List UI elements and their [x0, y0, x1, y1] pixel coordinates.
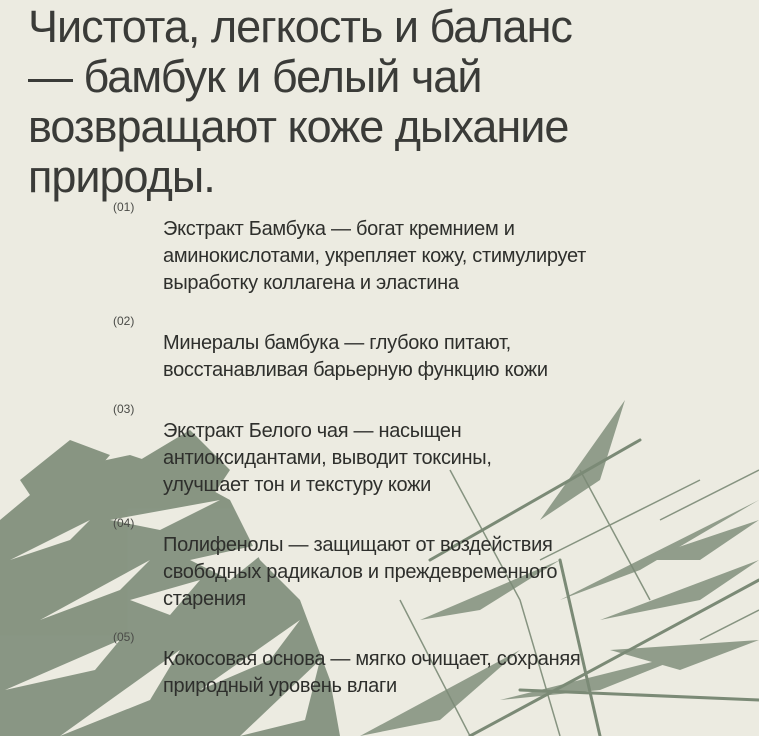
benefit-number: (01): [113, 200, 135, 214]
benefit-text-line: свободных радикалов и преждевременного: [163, 561, 558, 583]
headline-line: природы.: [28, 151, 215, 202]
benefit-text-line: Кокосовая основа — мягко очищает, сохраняя: [163, 648, 581, 670]
benefit-item-02: [113, 314, 663, 384]
benefit-item-01: [113, 200, 663, 297]
benefit-number: (04): [113, 516, 135, 530]
benefit-number: (02): [113, 314, 135, 328]
benefit-text-line: восстанавливая барьерную функцию кожи: [163, 359, 548, 381]
benefit-text-line: Полифенолы — защищают от воздействия: [163, 534, 553, 556]
benefit-text-line: улучшает тон и текстуру кожи: [163, 474, 432, 496]
benefit-item-04: [113, 516, 663, 613]
benefit-text: [163, 216, 663, 297]
benefit-text-line: аминокислотами, укрепляет кожу, стимулирует: [163, 245, 586, 267]
benefit-text-line: антиоксидантами, выводит токсины,: [163, 447, 492, 469]
headline: [28, 2, 628, 202]
benefit-text: [163, 646, 663, 700]
benefit-text-line: Минералы бамбука — глубоко питают,: [163, 332, 511, 354]
benefit-number: (05): [113, 630, 135, 644]
benefit-text-line: старения: [163, 588, 246, 610]
headline-line: Чистота, легкость и баланс: [28, 1, 572, 52]
benefit-text: [163, 330, 663, 384]
benefit-text-line: выработку коллагена и эластина: [163, 272, 459, 294]
headline-line: возвращают коже дыхание: [28, 101, 569, 152]
benefit-text: [163, 532, 663, 613]
headline-line: — бамбук и белый чай: [28, 51, 482, 102]
benefit-text: [163, 418, 663, 499]
benefit-number: (03): [113, 402, 135, 416]
benefit-text-line: природный уровень влаги: [163, 675, 397, 697]
benefit-text-line: Экстракт Бамбука — богат кремнием и: [163, 218, 515, 240]
benefit-text-line: Экстракт Белого чая — насыщен: [163, 420, 462, 442]
benefit-item-05: [113, 630, 663, 700]
benefit-item-03: [113, 402, 663, 499]
